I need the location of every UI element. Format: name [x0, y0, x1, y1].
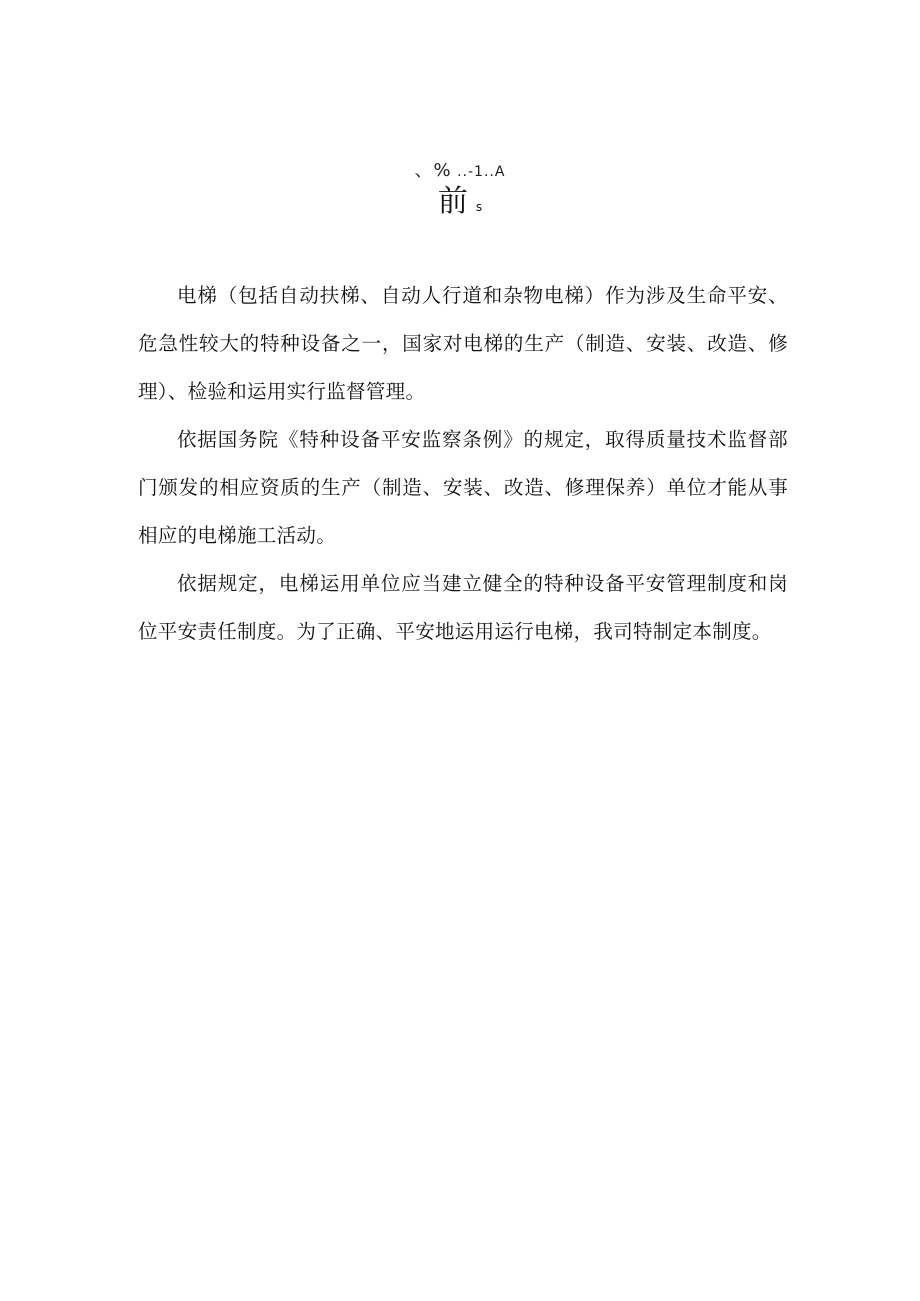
page-title-suffix: s: [475, 200, 483, 214]
page-title: 前: [437, 184, 470, 219]
paragraph-1: 电梯（包括自动扶梯、自动人行道和杂物电梯）作为涉及生命平安、危急性较大的特种设备之一，国家对电梯的生产（制造、安装、改造、修理）、检验和运用实行监督管理。: [138, 284, 788, 403]
page-title-row: [0, 176, 920, 220]
paragraph-3: 依据规定，电梯运用单位应当建立健全的特种设备平安管理制度和岗位平安责任制度。为了正确、平安地运用运行电梯，我司特制定本制度。: [138, 572, 788, 643]
paragraph-2: 依据国务院《特种设备平安监察条例》的规定，取得质量技术监督部门颁发的相应资质的生产（制造、安装、改造、修理保养）单位才能从事相应的电梯施工活动。: [138, 428, 788, 547]
header-artifact-prefix: 、%: [414, 160, 452, 181]
document-body: [138, 272, 788, 656]
header-artifact-suffix: ..-1..A: [457, 164, 506, 180]
